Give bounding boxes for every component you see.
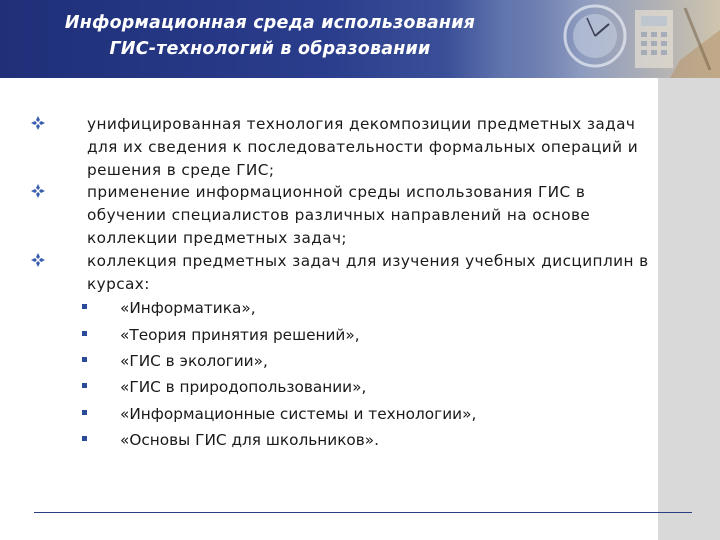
course-name: «Информатика», [120, 299, 256, 318]
side-decorative-strip [658, 78, 720, 540]
slide-body [30, 113, 655, 453]
course-list-item [30, 322, 655, 348]
bullet-item [30, 181, 655, 249]
course-name: «Основы ГИС для школьников». [120, 430, 380, 449]
square-bullet-icon [82, 357, 87, 362]
square-bullet-icon [82, 304, 87, 309]
header-decorative-image [505, 0, 720, 78]
course-name: «ГИС в экологии», [120, 351, 268, 370]
bullet-text: унифицированная технология декомпозиции предметных задач для их сведения к последовательности формальных операций и решения в среде ГИС; [87, 115, 639, 179]
header-band [0, 0, 720, 78]
bullet-item [30, 250, 655, 296]
bullet-text: применение информационной среды использования ГИС в обучении специалистов различных направлений на основе коллекции предметных задач; [87, 183, 591, 247]
course-list-item [30, 295, 655, 321]
course-name: «ГИС в природопользовании», [120, 378, 367, 397]
slide-title-line-1: Информационная среда использования [64, 13, 476, 33]
bullet-text: коллекция предметных задач для изучения учебных дисциплин в курсах: [87, 251, 649, 293]
course-name: «Теория принятия решений», [120, 325, 360, 344]
square-bullet-icon [82, 436, 87, 441]
course-list-item [30, 427, 655, 453]
course-list-item [30, 401, 655, 427]
slide-title-line-2: ГИС-технологий в образовании [109, 39, 431, 59]
bullet-item [30, 113, 655, 181]
bottom-divider [34, 512, 692, 513]
square-bullet-icon [82, 383, 87, 388]
course-name: «Информационные системы и технологии», [120, 404, 477, 423]
square-bullet-icon [82, 410, 87, 415]
square-bullet-icon [82, 331, 87, 336]
course-list-item [30, 374, 655, 400]
diamond-bullet-icon [30, 115, 46, 131]
diamond-bullet-icon [30, 183, 46, 199]
course-list-item [30, 348, 655, 374]
diamond-bullet-icon [30, 252, 46, 268]
slide-title [10, 10, 530, 62]
